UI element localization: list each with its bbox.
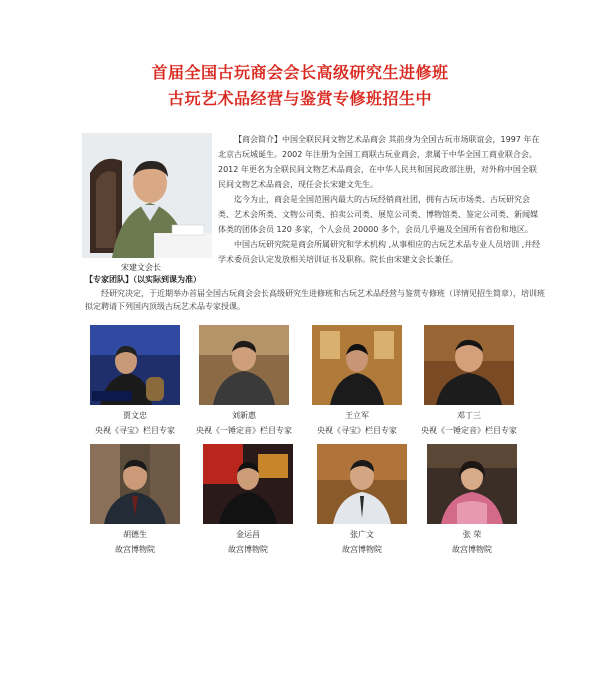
expert-role: 央视《寻宝》栏目专家 bbox=[317, 426, 397, 435]
expert-card bbox=[302, 444, 422, 555]
team-header: 【专家团队】（以实际到课为准） bbox=[85, 275, 201, 284]
expert-photo bbox=[312, 325, 402, 405]
expert-photo bbox=[203, 444, 293, 524]
expert-name: 贾文忠 bbox=[123, 411, 147, 420]
expert-photo bbox=[317, 444, 407, 524]
association-intro bbox=[218, 132, 544, 267]
expert-role: 故宫博物院 bbox=[452, 545, 492, 554]
page-title: 首届全国古玩商会会长高级研究生进修班 bbox=[151, 63, 449, 82]
expert-name: 胡德生 bbox=[123, 530, 147, 539]
expert-photo bbox=[424, 325, 514, 405]
expert-role: 央视《一锤定音》栏目专家 bbox=[421, 426, 517, 435]
expert-card bbox=[184, 325, 304, 436]
expert-role: 央视《一锤定音》栏目专家 bbox=[196, 426, 292, 435]
expert-card bbox=[188, 444, 308, 555]
expert-role: 故宫博物院 bbox=[228, 545, 268, 554]
expert-name: 刘新惠 bbox=[232, 411, 256, 420]
expert-name: 张广文 bbox=[350, 530, 374, 539]
intro-paragraph: 【商会简介】中国全联民间文物艺术品商会 其前身为全国古玩市场联谊会，1997 年在北京古玩城诞生。2002 年注册为全国工商联古玩业商会，隶属于中华全国工商业联合会。2012 年更名为全联民间文物艺术品商会，在中华人民共和国民政部注册，对外称中国全联民间文物艺术品商会，现任会长宋建文先生。 bbox=[218, 135, 540, 189]
expert-role: 故宫博物院 bbox=[115, 545, 155, 554]
leader-caption: 宋建文会长 bbox=[121, 263, 161, 272]
leader-photo bbox=[82, 133, 212, 258]
expert-card bbox=[409, 325, 529, 436]
expert-card bbox=[75, 325, 195, 436]
expert-role: 故宫博物院 bbox=[342, 545, 382, 554]
intro-paragraph: 迄今为止，商会是全国范围内最大的古玩经销商社团，拥有古玩市场类、古玩研究会类、艺术会所类、文物公司类、拍卖公司类、展览公司类、博物馆类、鉴定公司类、新闻媒体类的团体会员 120 多家，个人会员 20000 多个，会员几乎遍及全国所有省份和地区。 bbox=[218, 195, 538, 234]
page-subtitle: 古玩艺术品经营与鉴赏专修班招生中 bbox=[167, 89, 432, 108]
expert-name: 张 荣 bbox=[462, 530, 482, 539]
expert-card bbox=[297, 325, 417, 436]
expert-card bbox=[75, 444, 195, 555]
expert-photo bbox=[90, 325, 180, 405]
intro-paragraph: 中国古玩研究院是商会所属研究和学术机构 ,从事相应的古玩艺术品专业人员培训 ,并经学术委员会认定发放相关培训证书及职称。院长由宋建文会长兼任。 bbox=[218, 240, 541, 264]
expert-photo bbox=[199, 325, 289, 405]
expert-name: 王立军 bbox=[345, 411, 369, 420]
expert-role: 央视《寻宝》栏目专家 bbox=[95, 426, 175, 435]
expert-photo bbox=[427, 444, 517, 524]
team-note: 经研究决定，于近期举办首届全国古玩商会会长高级研究生进修班和古玩艺术品经营与鉴赏专修班（详情见招生简章），培训班拟定聘请下列国内顶级古玩艺术品专家授课。 bbox=[85, 289, 545, 311]
expert-card bbox=[412, 444, 532, 555]
expert-photo bbox=[90, 444, 180, 524]
expert-name: 金运昌 bbox=[236, 530, 260, 539]
expert-name: 邓丁三 bbox=[457, 411, 481, 420]
